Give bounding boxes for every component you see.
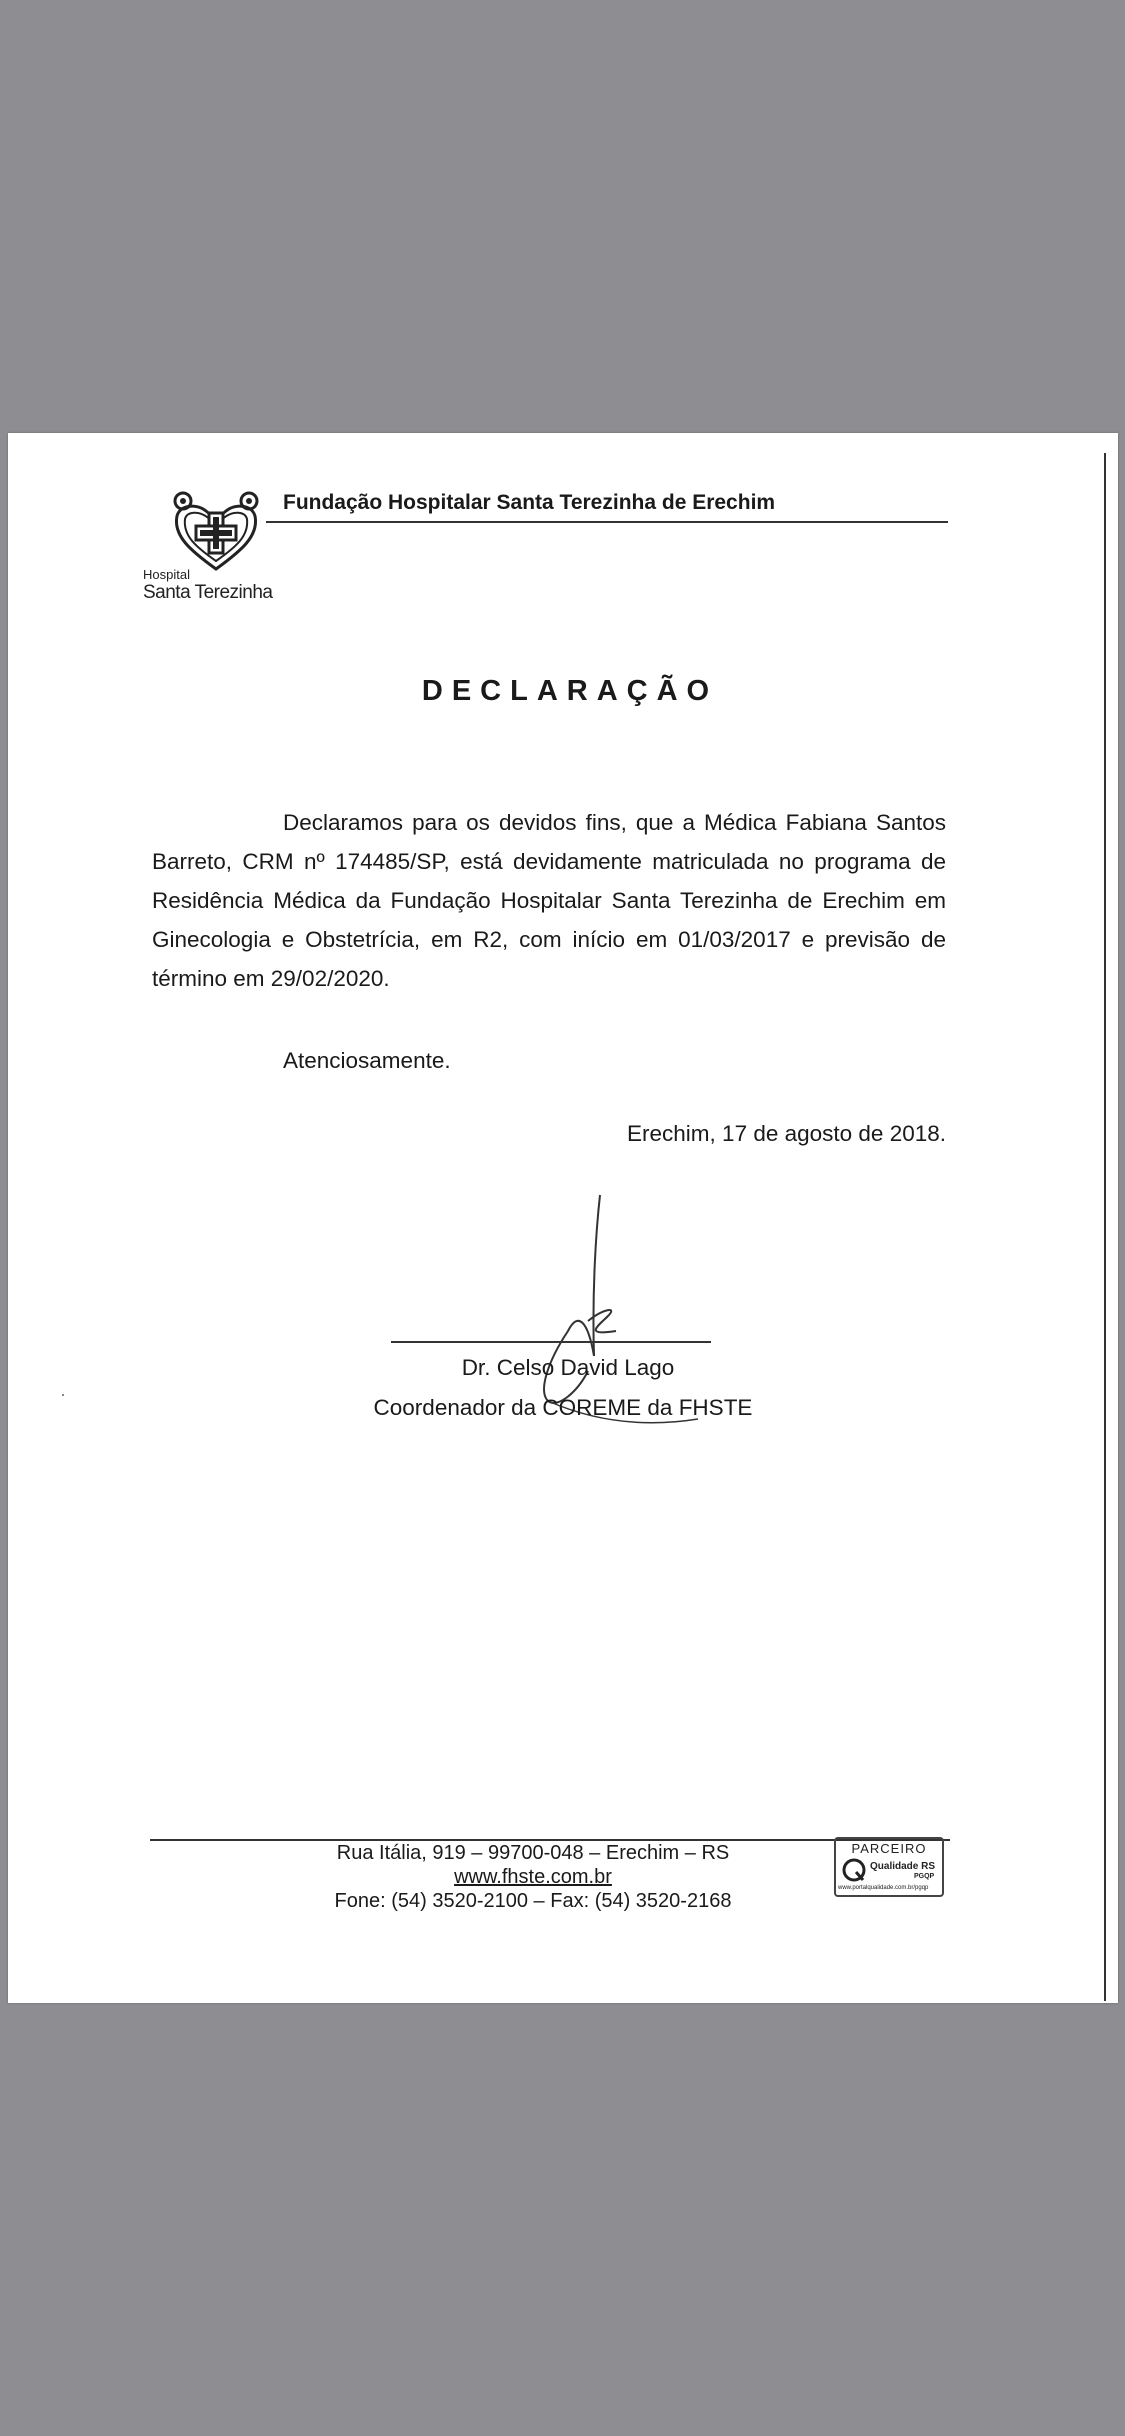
footer (258, 1841, 808, 1913)
quality-partner-badge (834, 1837, 944, 1897)
logo-large-text: Santa Terezinha (143, 582, 273, 603)
document-page (8, 433, 1118, 2003)
closing-text: Atenciosamente. (283, 1048, 451, 1073)
logo-small-text: Hospital (143, 567, 190, 582)
document-title: DECLARAÇÃO (421, 675, 719, 707)
place-date: Erechim, 17 de agosto de 2018. (627, 1121, 946, 1146)
badge-sub: PGQP (914, 1873, 935, 1880)
badge-name: Qualidade RS (870, 1861, 936, 1872)
header-rule (266, 521, 948, 523)
declaration-body: Declaramos para os devidos fins, que a Médica Fabiana Santos Barreto, CRM nº 174485/SP, está devidamente matriculada no programa de Residência Médica da Fundação Hospitalar Santa Terezinha de Erechim em Ginecologia e Obstetrícia, em R2, com início em 01/03/2017 e previsão de término em 29/02/2020. (152, 810, 946, 991)
institution-name: Fundação Hospitalar Santa Terezinha de Erechim (283, 491, 776, 514)
footer-website-link[interactable]: www.fhste.com.br (454, 1866, 612, 1888)
hospital-logo (143, 491, 273, 606)
footer-phones: Fone: (54) 3520-2100 – Fax: (54) 3520-2168 (334, 1890, 732, 1912)
signer-name: Dr. Celso David Lago (461, 1355, 675, 1380)
signature-rule (391, 1341, 711, 1343)
badge-top-text: PARCEIRO (851, 1841, 927, 1856)
footer-address: Rua Itália, 919 – 99700-048 – Erechim – RS (336, 1842, 730, 1864)
scan-speck (62, 1394, 64, 1396)
hospital-heart-cross-icon (171, 491, 261, 571)
quality-q-icon (842, 1858, 866, 1882)
signer-role: Coordenador da COREME da FHSTE (373, 1395, 753, 1420)
badge-url: www.portalqualidade.com.br/pgqp (838, 1885, 929, 1891)
